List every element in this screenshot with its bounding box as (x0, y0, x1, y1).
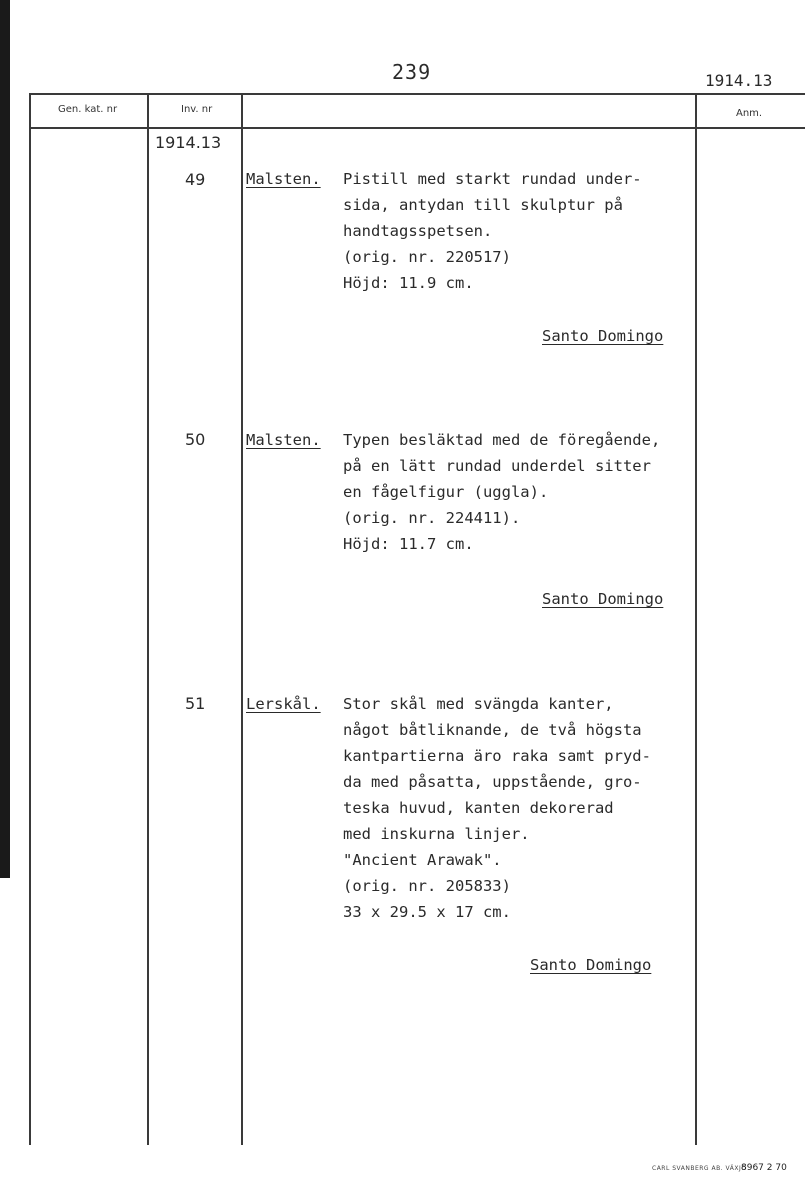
description-line: 33 x 29.5 x 17 cm. (343, 903, 511, 921)
description-line: på en lätt rundad underdel sitter (343, 457, 651, 475)
page-number: 239 (392, 60, 432, 84)
column-divider-3 (241, 93, 243, 1145)
column-divider-4 (695, 93, 697, 1145)
description-line: "Ancient Arawak". (343, 851, 502, 869)
form-code: 8967 2 70 (741, 1163, 787, 1173)
description-line: (orig. nr. 205833) (343, 877, 511, 895)
description-line: Stor skål med svängda kanter, (343, 695, 614, 713)
description-line: kantpartierna äro raka samt pryd- (343, 747, 651, 765)
column-header-inv: Inv. nr (181, 104, 213, 115)
inv-number: 51 (185, 694, 206, 713)
description-line: da med påsatta, uppstående, gro- (343, 773, 642, 791)
description-line: med inskurna linjer. (343, 825, 530, 843)
place-label: Santo Domingo (542, 590, 664, 608)
inv-number: 49 (185, 170, 206, 189)
description-line: sida, antydan till skulptur på (343, 196, 623, 214)
place-label: Santo Domingo (530, 956, 652, 974)
binding-edge (0, 0, 10, 878)
description-line: handtagsspetsen. (343, 222, 493, 240)
description-line: en fågelfigur (uggla). (343, 483, 549, 501)
description-line: teska huvud, kanten dekorerad (343, 799, 614, 817)
category-label: Lerskål. (246, 695, 321, 713)
inv-number: 50 (185, 430, 206, 449)
description-line: (orig. nr. 220517) (343, 248, 511, 266)
category-label: Malsten. (246, 170, 321, 188)
header-year: 1914.13 (705, 71, 773, 90)
place-label: Santo Domingo (542, 327, 664, 345)
column-header-gen-kat: Gen. kat. nr (58, 104, 118, 115)
description-line: Pistill med starkt rundad under- (343, 170, 642, 188)
description-line: Typen besläktad med de föregående, (343, 431, 661, 449)
category-label: Malsten. (246, 431, 321, 449)
description-line: Höjd: 11.7 cm. (343, 535, 474, 553)
description-line: (orig. nr. 224411). (343, 509, 521, 527)
column-divider-2 (147, 93, 149, 1145)
description-line: något båtliknande, de två högsta (343, 721, 642, 739)
inventory-year: 1914.13 (155, 133, 222, 152)
printer-imprint: CARL SVANBERG AB. VÄXJÖ (652, 1165, 747, 1172)
column-header-anm: Anm. (736, 108, 763, 119)
column-divider-1 (29, 93, 31, 1145)
description-line: Höjd: 11.9 cm. (343, 274, 474, 292)
